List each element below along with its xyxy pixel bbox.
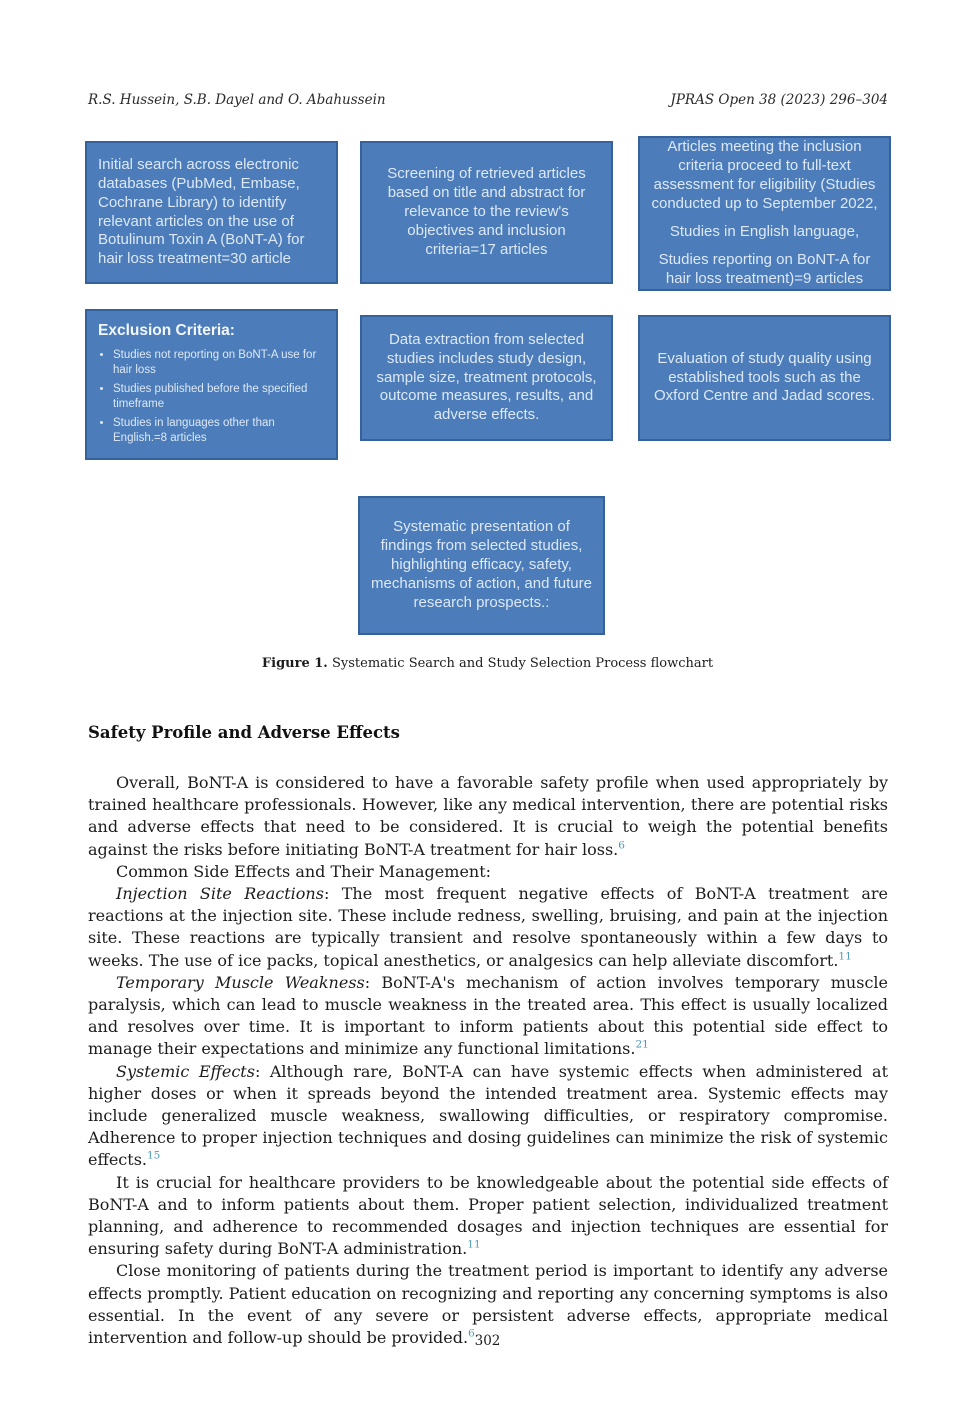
flow-box-exclusion-criteria <box>85 309 338 460</box>
paragraph-side-effects-intro: Common Side Effects and Their Management: <box>116 861 492 881</box>
flow-box-text: Data extraction from selected studies includes study design, sample size, treatment protocols, outcome measures, results, and adverse effects. <box>376 330 597 424</box>
reference-link[interactable]: 11 <box>838 950 852 963</box>
flow-box-data-extraction <box>360 315 613 441</box>
figure-caption <box>0 656 975 671</box>
flow-box-text: Studies in English language, <box>669 222 860 240</box>
exclusion-criteria-item: • Studies in languages other than English.=8 articles <box>113 416 325 446</box>
paragraph-injection-site-reactions: Injection Site Reactions: The most frequent negative effects of BoNT-A treatment are reactions at the injection site. These include redness, swelling, bruising, and pain at the injection site. These reactions are typically transient and resolve spontaneously within a few days to weeks. The use of ice packs, topical anesthetics, or analgesics can help alleviate discomfort.$^{11}$ <box>88 884 889 970</box>
reference-link[interactable]: 6 <box>618 839 625 852</box>
paragraph-safety-overview: Overall, BoNT-A is considered to have a favorable safety profile when used appropriately by trained healthcare professionals. However, like any medical intervention, there are potential risks and adverse effects that need to be considered. It is crucial to weigh the potential benefits against the risks before initiating BoNT-A treatment for hair loss.$^6$ <box>88 773 888 859</box>
page-header <box>88 92 888 108</box>
paragraph-lead: Systemic Effects <box>116 1061 255 1081</box>
flow-box-text: Articles meeting the inclusion criteria proceed to full-text assessment for eligibility (Studies conducted up to September 2022, <box>651 138 878 213</box>
exclusion-criteria-title: Exclusion Criteria: <box>98 322 235 339</box>
exclusion-criteria-item: • Studies not reporting on BoNT-A use for hair loss <box>113 348 325 378</box>
paragraph-provider-knowledge: It is crucial for healthcare providers to be knowledgeable about the potential side effects of BoNT-A and to inform patients about them. Proper patient selection, individualized treatment planning, and adherence to recommended dosages and injection techniques are essential for ensuring safety during BoNT-A administration.$^{11}$ <box>88 1172 888 1259</box>
section-title: Safety Profile and Adverse Effects <box>88 723 400 742</box>
reference-link[interactable]: 15 <box>147 1150 161 1163</box>
flow-box-findings-presentation <box>358 496 605 635</box>
flow-box-screening <box>360 141 613 284</box>
flow-box-text: Screening of retrieved articles based on title and abstract for relevance to the review's objectives and inclusion criteria=17 articles <box>387 165 586 258</box>
exclusion-criteria-item: • Studies published before the specified timeframe <box>113 382 325 412</box>
flow-box-full-text-assessment <box>638 136 891 291</box>
reference-link[interactable]: 11 <box>467 1238 481 1251</box>
flow-box-initial-search <box>85 141 338 284</box>
flow-box-text: Systematic presentation of findings from selected studies, highlighting efficacy, safety, mechanisms of action, and future research prospects.: <box>371 518 592 611</box>
paragraph-systemic-effects: Systemic Effects: Although rare, BoNT-A can have systemic effects when administered at higher doses or when it spreads beyond the intended treatment area. Systemic effects may include generalized muscle weakness, swallowing difficulties, or respiratory compromise. Adherence to proper injection techniques and dosing guidelines can minimize the risk of systemic effects.$^{15}$ <box>88 1061 888 1170</box>
paragraph-temporary-muscle-weakness: Temporary Muscle Weakness: BoNT-A's mechanism of action involves temporary muscle paralysis, which can lead to muscle weakness in the treated area. This effect is usually localized and resolves over time. It is important to inform patients about this potential side effect to manage their expectations and minimize any functional limitations.$^{21}$ <box>88 972 888 1059</box>
paragraph-monitoring: Close monitoring of patients during the treatment period is important to identify any adverse effects promptly. Patient education on recognizing and reporting any concerning symptoms is also essential. In the event of any severe or persistent adverse effects, appropriate medical intervention and follow-up should be provided.$^6$ <box>88 1261 888 1348</box>
figure-caption-label: Figure 1. <box>261 656 328 671</box>
reference-link[interactable]: 21 <box>635 1039 649 1052</box>
flow-box-quality-evaluation <box>638 315 891 441</box>
article-body <box>88 723 888 1349</box>
reference-link[interactable]: 6 <box>468 1327 475 1340</box>
running-head-authors: R.S. Hussein, S.B. Dayel and O. Abahussein <box>88 92 386 108</box>
exclusion-criteria-list <box>98 348 325 451</box>
paragraph-lead: Injection Site Reactions <box>116 884 324 904</box>
page-number: 302 <box>474 1333 501 1349</box>
running-head-journal: JPRAS Open 38 (2023) 296–304 <box>670 92 888 108</box>
flow-box-text: Evaluation of study quality using established tools such as the Oxford Centre and Jadad scores. <box>654 349 875 405</box>
flow-box-text: Initial search across electronic databases (PubMed, Embase, Cochrane Library) to identify relevant articles on the use of Botulinum Toxin A (BoNT-A) for hair loss treatment=30 article <box>98 155 305 268</box>
paragraph-lead: Temporary Muscle Weakness <box>116 972 365 992</box>
flow-box-text: Studies reporting on BoNT-A for hair loss treatment)=9 articles <box>658 250 871 287</box>
figure-caption-text: Systematic Search and Study Selection Process flowchart <box>327 656 714 671</box>
